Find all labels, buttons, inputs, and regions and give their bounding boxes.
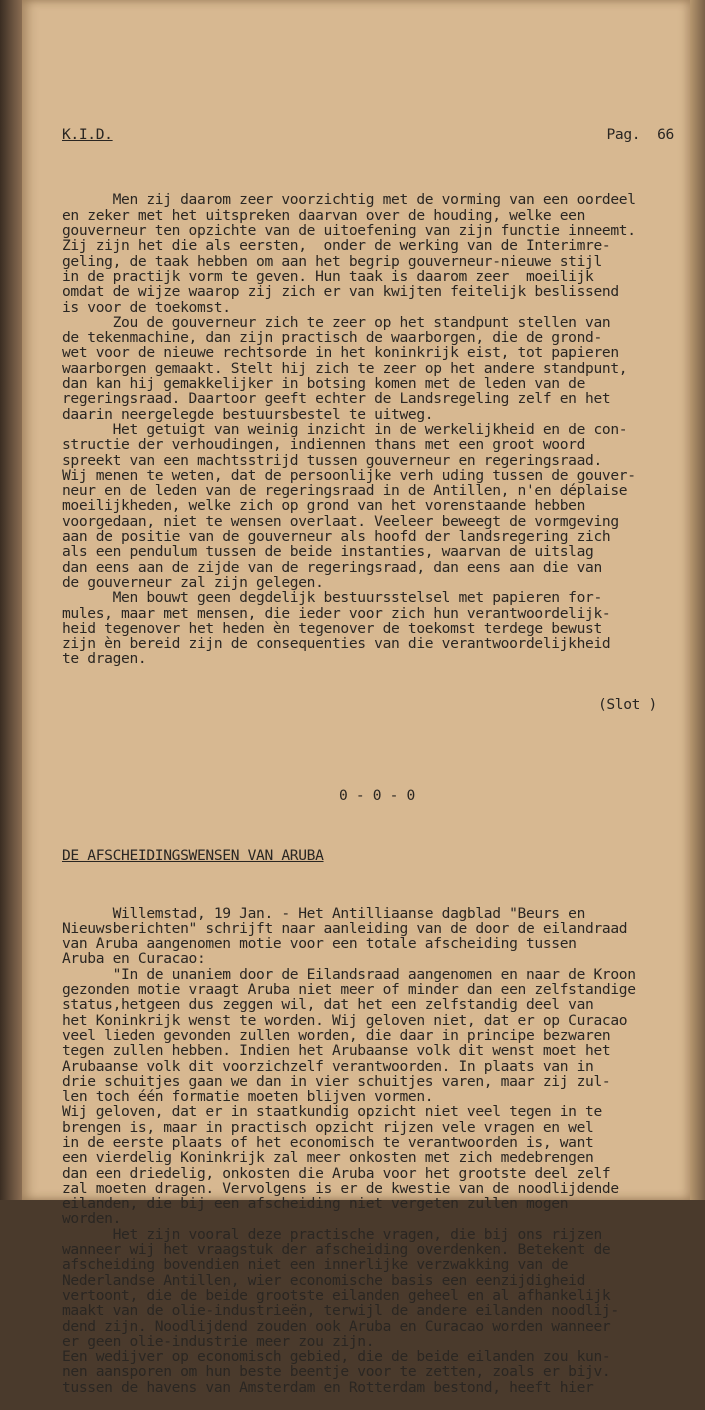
article-heading: DE AFSCHEIDINGSWENSEN VAN ARUBA (62, 846, 324, 864)
text-line: er geen olie-industrie meer zou zijn. (62, 1332, 375, 1350)
text-line: gouverneur ten opzichte van de uitoefening van zijn functie inneemt. (62, 222, 636, 240)
text-line: vertoont, die de beide grootste eilanden geheel en al afhankelijk (62, 1286, 611, 1304)
text-line: daarin neergelegde bestuursbestel te uitweg. (62, 405, 434, 423)
text-line: Men bouwt geen degdelijk bestuursstelsel met papieren for- (62, 589, 602, 607)
paragraph (62, 590, 692, 666)
text-line: Aruba en Curacao: (62, 950, 206, 968)
text-line: geling, de taak hebben om aan het begrip gouverneur-nieuwe stijl (62, 252, 602, 270)
text-line: "In de unaniem door de Eilandsraad aangenomen en naar de Kroon (62, 965, 636, 983)
article-aruba (62, 906, 692, 1396)
text-line: Arubaanse volk dit voorzichzelf verantwoorden. In plaats van in (62, 1057, 594, 1075)
header-publication: K.I.D. (62, 125, 113, 143)
text-line: wet voor de nieuwe rechtsorde in het koninkrijk eist, tot papieren (62, 344, 619, 362)
header-page-number: Pag. 66 (606, 125, 674, 143)
text-line: gezonden motie vraagt Aruba niet meer of minder dan een zelfstandige (62, 981, 636, 999)
text-line: omdat de wijze waarop zij zich er van kwijten feitelijk beslissend (62, 283, 619, 301)
text-line: dan kan hij gemakkelijker in botsing komen met de leden van de (62, 375, 586, 393)
text-line: Het getuigt van weinig inzicht in de werkelijkheid en de con- (62, 420, 628, 438)
text-line: Het zijn vooral deze practische vragen, die bij ons rijzen (62, 1225, 602, 1243)
text-line: neur en de leden van de regeringsraad in de Antillen, n'en déplaise (62, 482, 628, 500)
text-line: zal moeten dragen. Vervolgens is er de kwestie van de noodlijdende (62, 1179, 619, 1197)
text-line: Nieuwsberichten" schrijft naar aanleiding van de door de eilandraad (62, 919, 628, 937)
separator: 0 - 0 - 0 (339, 786, 415, 804)
text-line: in de eerste plaats of het economisch te verantwoorden is, want (62, 1134, 594, 1151)
text-line: maakt van de olie-industrieën, terwijl de andere eilanden noodlij- (62, 1302, 619, 1320)
text-line: te dragen. (62, 650, 147, 668)
text-line: nen aansporen om hun beste beentje voor te zetten, zoals er bijv. (62, 1363, 611, 1381)
paragraph (62, 967, 692, 1227)
text-line: len toch één formatie moeten blijven vormen. (62, 1088, 434, 1106)
text-line: het Koninkrijk wenst te worden. Wij geloven niet, dat er op Curacao (62, 1011, 628, 1029)
text-line: Wij geloven, dat er in staatkundig opzicht niet veel tegen in te (62, 1103, 602, 1121)
text-line: Willemstad, 19 Jan. - Het Antilliaanse dagblad "Beurs en (62, 904, 586, 922)
text-line: een vierdelig Koninkrijk zal meer onkosten met zich medebrengen (62, 1149, 594, 1167)
book-binding (0, 0, 22, 1200)
text-line: Wij menen te weten, dat de persoonlijke verh uding tussen de gouver- (62, 466, 636, 484)
text-line: worden. (62, 1210, 122, 1228)
text-line: en zeker met het uitspreken daarvan over de houding, welke een (62, 206, 586, 224)
page-edge (690, 0, 705, 1200)
text-line: wanneer wij het vraagstuk der afscheiding overdenken. Betekent de (62, 1241, 611, 1259)
page-header (62, 127, 674, 142)
text-line: drie schuitjes gaan we dan in vier schuitjes varen, maar zij zul- (62, 1072, 611, 1090)
text-line: dan een driedelig, onkosten die Aruba voor het grootste deel zelf (62, 1164, 611, 1182)
text-line: aan de positie van de gouverneur als hoofd der landsregering zich (62, 528, 611, 546)
text-line: van Aruba aangenomen motie voor een totale afscheiding tussen (62, 935, 577, 953)
text-line: de gouverneur zal zijn gelegen. (62, 573, 324, 591)
text-line: regeringsraad. Daartoor geeft echter de Landsregeling zelf en het (62, 390, 611, 408)
text-line: heid tegenover het heden èn tegenover de toekomst terdege bewust (62, 619, 602, 637)
text-line: tegen zullen hebben. Indien het Arubaanse volk dit wenst moet het (62, 1042, 611, 1060)
text-line: in de practijk vorm te geven. Hun taak is daarom zeer moeilijk (62, 267, 594, 285)
paragraph (62, 1227, 692, 1395)
text-line: spreekt van een machtsstrijd tussen gouverneur en regeringsraad. (62, 451, 602, 469)
text-line: Nederlandse Antillen, wier economische basis een eenzijdigheid (62, 1271, 586, 1289)
paragraph (62, 315, 692, 422)
text-line: moeilijkheden, welke zich op grond van het vorenstaande hebben (62, 497, 586, 515)
text-line: structie der verhoudingen, indiennen thans met een groot woord (62, 436, 586, 454)
text-line: waarborgen gemaakt. Stelt hij zich te zeer op het andere standpunt, (62, 359, 628, 377)
paragraph (62, 192, 692, 314)
text-line: Zou de gouverneur zich te zeer op het standpunt stellen van (62, 313, 611, 331)
text-line: brengen is, maar in practisch opzicht rijzen vele vragen en wel (62, 1118, 594, 1136)
paragraph (62, 906, 692, 967)
text-line: Zij zijn het die als eersten, onder de werking van de Interimre- (62, 237, 611, 255)
paragraph (62, 422, 692, 590)
text-line: status,hetgeen dus zeggen wil, dat het een zelfstandig deel van (62, 996, 594, 1014)
text-line: afscheiding bovendien niet een innerlijke verzwakking van de (62, 1256, 569, 1274)
text-line: eilanden, die bij een afscheiding niet vergeten zullen mogen (62, 1195, 569, 1213)
text-line: dend zijn. Noodlijdend zouden ook Aruba en Curacao worden wanneer (62, 1317, 611, 1335)
text-line: zijn èn bereid zijn de consequenties van die verantwoordelijkheid (62, 635, 611, 653)
slot-mark: (Slot ) (597, 696, 657, 714)
text-line: veel lieden gevonden zullen worden, die daar in principe bezwaren (62, 1026, 611, 1044)
text-line: tussen de havens van Amsterdam en Rotterdam bestond, heeft hier (62, 1378, 594, 1396)
text-line: mules, maar met mensen, die ieder voor zich hun verantwoordelijk- (62, 604, 611, 622)
text-line: dan eens aan de zijde van de regeringsraad, dan eens aan die van (62, 558, 602, 576)
text-line: voorgedaan, niet te wensen overlaat. Veeleer beweegt de vormgeving (62, 512, 619, 530)
text-line: is voor de toekomst. (62, 298, 231, 316)
text-line: Men zij daarom zeer voorzichtig met de vorming van een oordeel (62, 191, 636, 209)
text-line: Een wedijver op economisch gebied, die de beide eilanden zou kun- (62, 1348, 611, 1366)
document-text (62, 96, 692, 1410)
article-continuation (62, 192, 692, 666)
text-line: de tekenmachine, dan zijn practisch de waarborgen, die de grond- (62, 329, 602, 347)
text-line: als een pendulum tussen de beide instanties, waarvan de uitslag (62, 543, 594, 561)
